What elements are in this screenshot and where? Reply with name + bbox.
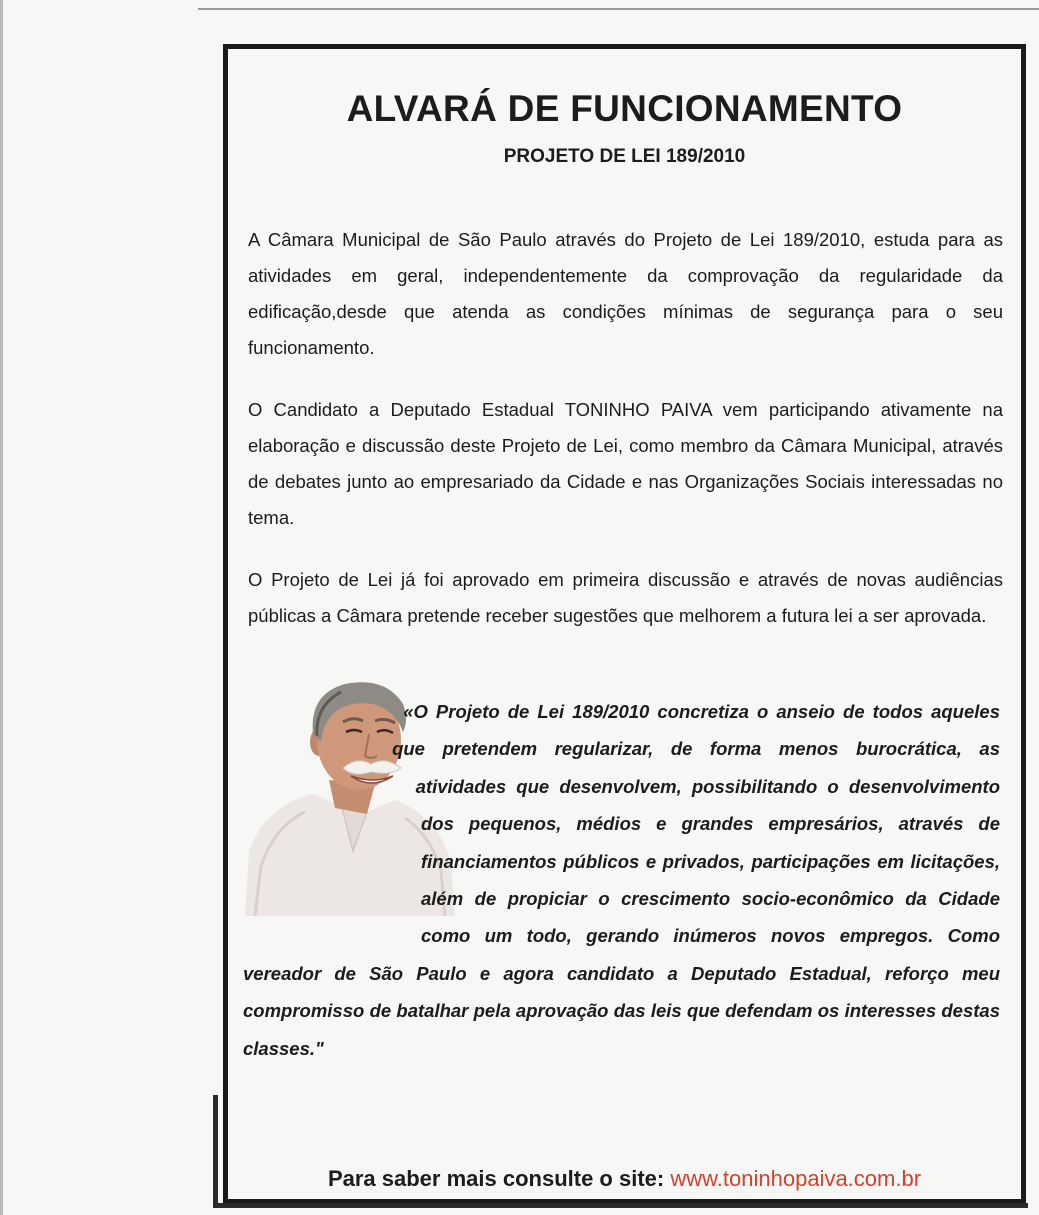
scan-top-line — [198, 8, 1039, 10]
document-subtitle: PROJETO DE LEI 189/2010 — [503, 146, 746, 167]
frame-shadow — [213, 1095, 218, 1207]
paragraph-1: A Câmara Municipal de São Paulo através do Projeto de Lei 189/2010, estuda para as atividades em geral, independentemente da comprovação da regularidade da edificação,desde que atenda as condições mínimas de segurança para o seu funcionamento. — [248, 229, 1003, 358]
quote-text: «O Projeto de Lei 189/2010 concretiza o anseio de todos aqueles que pretendem regularizar, de forma menos burocrática, as atividades que desenvolvem, possibilitando o desenvolvimento dos pequenos, médios e grandes empresários, através de financiamentos públicos e privados, participações em licitações, além de propiciar o crescimento socio-econômico da Cidade como um todo, gerando inúmeros novos empregos. Como vereador de São Paulo e agora candidato a Deputado Estadual, reforço meu compromisso de batalhar pela aprovação das leis que defendam os interesses destas classes." — [243, 701, 1000, 1059]
scan-edge — [0, 0, 3, 1215]
paragraph-2: O Candidato a Deputado Estadual TONINHO PAIVA vem participando ativamente na elaboração e discussão deste Projeto de Lei, como membro da Câmara Municipal, através de debates junto ao empresariado da Cidade e nas Organizações Sociais interessadas no tema. — [248, 399, 1003, 528]
frame-shadow-bottom — [213, 1203, 1028, 1208]
document-title: ALVARÁ DE FUNCIONAMENTO — [346, 88, 903, 129]
footer-separator: : — [656, 1166, 671, 1191]
footer — [223, 1166, 1026, 1192]
paragraph-3: O Projeto de Lei já foi aprovado em primeira discussão e através de novas audiências públicas a Câmara pretende receber sugestões que melhorem a futura lei a ser aprovada. — [248, 569, 1003, 626]
quote-float-spacer — [243, 693, 421, 933]
footer-url-link[interactable]: www.toninhopaiva.com.br — [670, 1166, 922, 1191]
footer-label: Para saber mais consulte o site — [327, 1166, 657, 1191]
quote-block — [243, 693, 1000, 1067]
